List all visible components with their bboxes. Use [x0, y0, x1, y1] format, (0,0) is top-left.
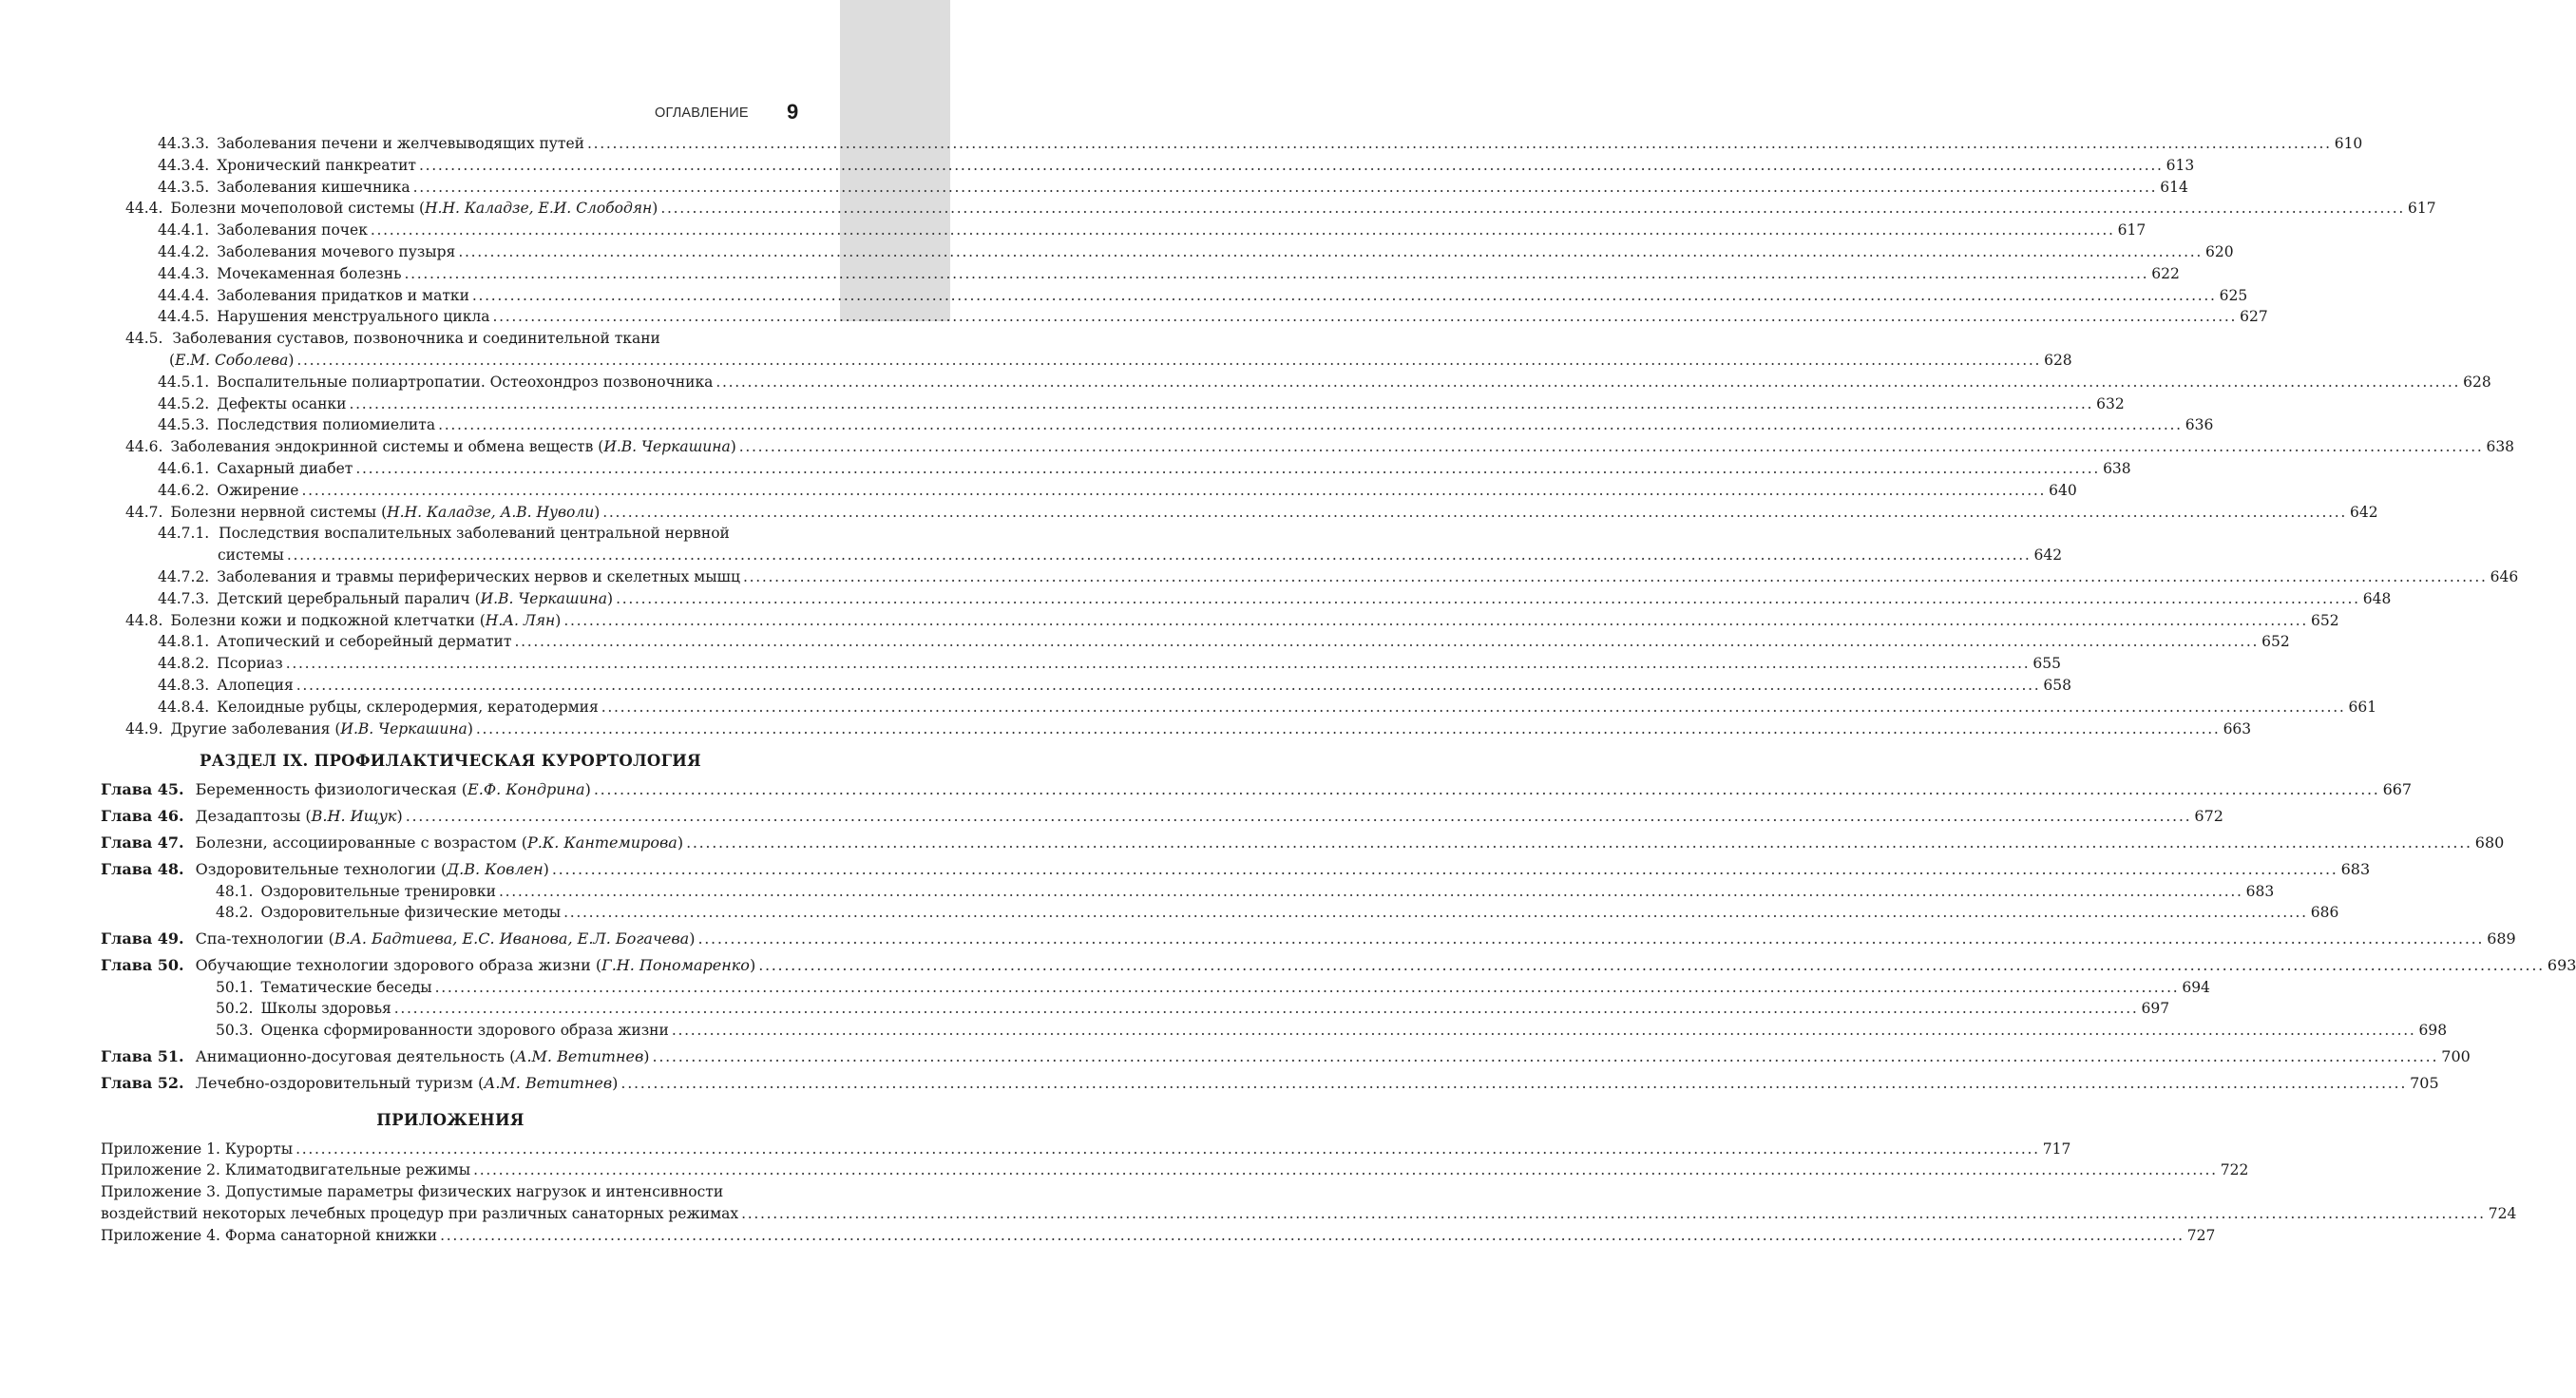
toc-entry-title: 44.4.5. Нарушения менструального цикла	[158, 306, 489, 328]
toc-entry-number: 44.5.2.	[158, 394, 210, 412]
toc-entry-44-7-1[interactable]: 44.7.1. Последствия воспалительных заболеваний центральной нервной	[158, 525, 730, 543]
toc-entry-44-5[interactable]: 44.5. Заболевания суставов, позвоночника и соединительной ткани	[125, 330, 660, 348]
toc-entry-author: И.В. Черкашина	[480, 589, 608, 607]
toc-entry[interactable]	[101, 1073, 2439, 1095]
toc-entry[interactable]	[101, 458, 2131, 480]
dot-leader	[287, 545, 2032, 566]
toc-entry-number: 44.3.5.	[158, 178, 210, 196]
dot-leader	[563, 610, 2308, 632]
toc-entry-number: Глава 49.	[101, 929, 184, 948]
toc-entry-number: 44.3.3.	[158, 135, 210, 152]
toc-entry[interactable]	[101, 133, 2363, 155]
toc-entry-author: Е.Ф. Кондрина	[467, 780, 585, 799]
toc-entry[interactable]	[101, 697, 2377, 718]
toc-entry-number: Глава 50.	[101, 955, 184, 974]
toc-entry[interactable]	[101, 1020, 2448, 1042]
toc-entry-page: 648	[2362, 589, 2392, 607]
toc-entry[interactable]	[101, 436, 2515, 458]
toc-entry-page: 705	[2410, 1073, 2439, 1092]
toc-entry-number: 50.2.	[216, 1000, 254, 1018]
dot-leader	[686, 833, 2472, 854]
toc-entry-title: 44.4. Болезни мочеполовой системы (Н.Н. Каладзе, Е.И. Слободян)	[125, 198, 658, 220]
toc-entry-page: 646	[2490, 567, 2519, 585]
toc-entry-page: 698	[2418, 1022, 2448, 1040]
dot-leader	[499, 881, 2243, 903]
toc-entry-page: 627	[2240, 308, 2268, 326]
toc-entry-title: Глава 47. Болезни, ассоциированные с возрастом (Р.К. Кантемирова)	[101, 833, 683, 854]
toc-entry-page: 636	[2185, 416, 2214, 434]
dot-leader	[472, 285, 2217, 307]
toc-entry-number: Глава 46.	[101, 807, 184, 826]
toc-entry-title: Глава 50. Обучающие технологии здорового образа жизни (Г.Н. Пономаренко)	[101, 955, 755, 977]
toc-entry[interactable]	[101, 263, 2180, 285]
toc-entry[interactable]	[101, 306, 2268, 328]
toc-entry-page: 663	[2223, 719, 2252, 737]
toc-entry-page: 694	[2182, 978, 2210, 996]
toc-entry[interactable]	[101, 285, 2248, 307]
toc-entry-number: 44.4.3.	[158, 264, 210, 282]
dot-leader	[672, 1020, 2416, 1042]
dot-leader	[286, 653, 2031, 675]
toc-entry-page: 610	[2334, 135, 2363, 152]
dot-leader	[349, 393, 2093, 415]
toc-entry-page: 661	[2348, 698, 2377, 716]
toc-entry-title: 44.4.3. Мочекаменная болезнь	[158, 263, 402, 285]
dot-leader	[419, 155, 2164, 177]
toc-entry-number: 44.6.1.	[158, 459, 210, 477]
toc-entry-page: 628	[2463, 373, 2491, 391]
toc-entry[interactable]	[101, 718, 2252, 740]
toc-entry-appendix-4[interactable]: Приложение 4. Форма санаторной книжки ..... 727	[101, 1225, 800, 1247]
toc-entry-title: 44.4.4. Заболевания придатков и матки	[158, 285, 469, 307]
toc-entry-number: 44.5.3.	[158, 416, 210, 434]
toc-entry[interactable]	[101, 955, 2576, 977]
toc-entry-title: Глава 51. Анимационно-досуговая деятельность (А.М. Ветитнев)	[101, 1046, 650, 1068]
toc-entry-page: 672	[2194, 807, 2223, 826]
dot-leader	[602, 502, 2347, 524]
toc-entry-number: 44.6.	[125, 438, 163, 456]
running-header: ОГЛАВЛЕНИЕ	[655, 105, 749, 121]
toc-entry-page: 667	[2382, 780, 2413, 799]
toc-entry-number: 44.4.1.	[158, 221, 210, 239]
toc-entry[interactable]	[101, 220, 2147, 241]
toc-entry-title: 48.1. Оздоровительные тренировки	[216, 881, 496, 903]
toc-entry-author: И.В. Черкашина	[340, 719, 467, 737]
toc-entry-page: 632	[2096, 394, 2125, 412]
toc-entry-title: Глава 52. Лечебно-оздоровительный туризм (А.М. Ветитнев)	[101, 1073, 618, 1095]
dot-leader	[660, 198, 2405, 220]
toc-entry[interactable]	[101, 372, 2491, 393]
toc-entry-page: 638	[2103, 459, 2131, 477]
toc-entry-title: 44.8. Болезни кожи и подкожной клетчатки (Н.А. Лян)	[125, 610, 561, 632]
toc-entry-number: 44.4.2.	[158, 242, 210, 260]
toc-entry[interactable]	[101, 977, 2210, 999]
toc-entry-number: 44.5.1.	[158, 373, 210, 391]
toc-entry[interactable]	[101, 610, 2339, 632]
dot-leader	[653, 1046, 2439, 1068]
toc-entry-title: 48.2. Оздоровительные физические методы	[216, 902, 561, 924]
dot-leader	[741, 1203, 2486, 1225]
toc-entry[interactable]	[101, 241, 2234, 263]
table-of-contents	[101, 133, 2576, 1247]
toc-entry[interactable]	[101, 881, 2275, 903]
toc-entry-page: 689	[2487, 929, 2516, 948]
toc-entry-title: 44.5.1. Воспалительные полиартропатии. Остеохондроз позвоночника	[158, 372, 713, 393]
dot-leader	[739, 436, 2484, 458]
toc-entry-author: А.М. Ветитнев	[515, 1047, 644, 1066]
dot-leader	[514, 631, 2259, 653]
dot-leader	[601, 697, 2346, 718]
toc-entry-page: 693	[2547, 955, 2576, 974]
toc-entry[interactable]	[101, 675, 2072, 697]
toc-entry-page: 638	[2486, 438, 2515, 456]
toc-entry-number: Глава 51.	[101, 1047, 184, 1066]
toc-entry-title: 50.2. Школы здоровья	[216, 998, 391, 1020]
toc-entry[interactable]	[101, 480, 2077, 502]
toc-entry[interactable]	[101, 588, 2392, 610]
page-number: 9	[787, 100, 799, 124]
toc-entry-title: 44.8.1. Атопический и себорейный дерматит	[158, 631, 511, 653]
toc-entry-page: 655	[2032, 655, 2061, 673]
toc-group-44-5-44-7	[101, 372, 2515, 524]
toc-entry-number: 44.4.	[125, 200, 163, 218]
toc-entry-page: 683	[2340, 859, 2371, 878]
toc-entry-title: 44.3.3. Заболевания печени и желчевыводящих путей	[158, 133, 584, 155]
toc-entry[interactable]	[101, 393, 2125, 415]
dot-leader	[716, 372, 2460, 393]
toc-entry-author: В.А. Бадтиева, Е.С. Иванова, Е.Л. Богачева	[334, 929, 690, 948]
toc-entry-title: 44.6.1. Сахарный диабет	[158, 458, 353, 480]
dot-leader	[587, 133, 2332, 155]
toc-entry[interactable]	[101, 566, 2519, 588]
toc-entry-title: 50.1. Тематические беседы	[216, 977, 432, 999]
toc-entry-page: 617	[2408, 200, 2436, 218]
toc-entry-title: 44.5.2. Дефекты осанки	[158, 393, 346, 415]
toc-entry-number: Глава 47.	[101, 833, 184, 852]
toc-entry-number: 44.9.	[125, 719, 163, 737]
toc-entry-page: 620	[2205, 242, 2234, 260]
dot-leader	[492, 306, 2237, 328]
toc-entry-title: 44.8.4. Келоидные рубцы, склеродермия, кератодермия	[158, 697, 599, 718]
toc-entry-title: 44.6. Заболевания эндокринной системы и обмена веществ (И.В. Черкашина)	[125, 436, 736, 458]
toc-entry[interactable]	[101, 779, 2413, 801]
toc-entry-appendix-1[interactable]: Приложение 1. Курорты ..... 717	[101, 1139, 800, 1160]
toc-entry-title: 44.3.4. Хронический панкреатит	[158, 155, 416, 177]
toc-entry-number: 44.8.2.	[158, 655, 210, 673]
toc-entry-number: 44.7.3.	[158, 589, 210, 607]
toc-entry-number: 44.3.4.	[158, 156, 210, 174]
toc-entry-number: 44.8.	[125, 611, 163, 629]
toc-entry-title: 44.4.1. Заболевания почек	[158, 220, 368, 241]
dot-leader	[413, 177, 2158, 199]
dot-leader	[406, 806, 2192, 828]
toc-entry[interactable]	[101, 806, 2223, 828]
toc-entry-page: 640	[2049, 481, 2077, 499]
dot-leader	[296, 1139, 2040, 1160]
toc-entry-44-5-cont[interactable]: (Е.М. Соболева) ..... 628	[101, 350, 800, 372]
toc-entry-page: 686	[2310, 904, 2339, 922]
toc-entry-title: Глава 46. Дезадаптозы (В.Н. Ищук)	[101, 806, 403, 828]
toc-entry-appendix-3-cont[interactable]: воздействий некоторых лечебных процедур при различных санаторных режимах ..... 724	[101, 1203, 800, 1225]
toc-entry-page: 613	[2166, 156, 2195, 174]
toc-entry[interactable]	[101, 859, 2371, 881]
toc-entry-number: 44.4.5.	[158, 308, 210, 326]
dot-leader	[563, 902, 2308, 924]
toc-entry-page: 614	[2160, 178, 2188, 196]
toc-entry-page: 652	[2311, 611, 2339, 629]
toc-entry-number: 50.3.	[216, 1022, 254, 1040]
toc-entry-title: Глава 49. Спа-технологии (В.А. Бадтиева, Е.С. Иванова, Е.Л. Богачева)	[101, 929, 695, 950]
toc-entry-title: 44.5.3. Последствия полиомиелита	[158, 414, 435, 436]
dot-leader	[355, 458, 2100, 480]
toc-entry[interactable]	[101, 902, 2339, 924]
toc-entry-page: 700	[2441, 1047, 2471, 1066]
toc-entry-title: 44.7.2. Заболевания и травмы периферических нервов и скелетных мышц	[158, 566, 740, 588]
toc-entry-author: Н.Н. Каладзе, Е.И. Слободян	[425, 200, 653, 218]
toc-entry-title: 50.3. Оценка сформированности здорового образа жизни	[216, 1020, 669, 1042]
dot-leader	[405, 263, 2149, 285]
toc-entry-author: Н.А. Лян	[485, 611, 556, 629]
toc-entry-number: 44.4.4.	[158, 286, 210, 304]
dot-leader	[371, 220, 2115, 241]
toc-entry-title: 44.3.5. Заболевания кишечника	[158, 177, 410, 199]
toc-group-44-7-44-9	[101, 566, 2519, 739]
toc-entry-author: А.М. Ветитнев	[484, 1073, 613, 1092]
toc-entry-number: 44.7.	[125, 503, 163, 521]
toc-entry-title: Глава 48. Оздоровительные технологии (Д.В. Ковлен)	[101, 859, 549, 881]
toc-entry-page: 658	[2043, 676, 2072, 694]
toc-entry-title: Глава 45. Беременность физиологическая (Е.Ф. Кондрина)	[101, 779, 591, 801]
toc-entry[interactable]	[101, 998, 2170, 1020]
toc-entry-number: 50.1.	[216, 978, 254, 996]
toc-entry-appendix-2[interactable]: Приложение 2. Климатодвигательные режимы ..... 722	[101, 1159, 800, 1181]
dot-leader	[473, 1159, 2218, 1181]
dot-leader	[435, 977, 2180, 999]
toc-entry[interactable]	[101, 653, 2061, 675]
dot-leader	[301, 480, 2046, 502]
toc-entry-number: 48.1.	[216, 882, 254, 900]
toc-entry[interactable]	[101, 414, 2214, 436]
toc-entry-page: 642	[2349, 503, 2378, 521]
toc-entry-title: 44.7.3. Детский церебральный паралич (И.В. Черкашина)	[158, 588, 613, 610]
toc-entry-number: 44.8.4.	[158, 698, 210, 716]
dot-leader	[476, 718, 2221, 740]
toc-entry[interactable]	[101, 1046, 2471, 1068]
toc-entry[interactable]	[101, 833, 2505, 854]
toc-entry-author: Д.В. Ковлен	[447, 859, 544, 878]
dot-leader	[458, 241, 2203, 263]
toc-entry-page: 622	[2151, 264, 2180, 282]
dot-leader	[296, 350, 2041, 372]
dot-leader	[697, 929, 2484, 950]
section-9-heading: РАЗДЕЛ IX. ПРОФИЛАКТИЧЕСКАЯ КУРОРТОЛОГИЯ	[199, 752, 702, 771]
toc-entry-number: 44.8.1.	[158, 633, 210, 651]
toc-entry-number: 48.2.	[216, 904, 254, 922]
toc-entry-title: 44.4.2. Заболевания мочевого пузыря	[158, 241, 455, 263]
dot-leader	[758, 955, 2545, 977]
toc-entry-title: 44.9. Другие заболевания (И.В. Черкашина)	[125, 718, 473, 740]
dot-leader	[438, 414, 2183, 436]
toc-entry-author: И.В. Черкашина	[603, 438, 731, 456]
toc-entry-number: Глава 45.	[101, 780, 184, 799]
toc-group-chapters-45-52	[101, 779, 2576, 1094]
toc-entry-title: 44.8.2. Псориаз	[158, 653, 283, 675]
toc-entry-number: 44.7.2.	[158, 567, 210, 585]
toc-group-44-3-44-4	[101, 133, 2436, 328]
toc-entry-author: Р.К. Кантемирова	[527, 833, 677, 852]
dot-leader	[616, 588, 2360, 610]
toc-entry-page: 683	[2245, 882, 2275, 900]
appendix-heading: ПРИЛОЖЕНИЯ	[376, 1110, 525, 1129]
dot-leader	[394, 998, 2139, 1020]
toc-entry-number: 44.8.3.	[158, 676, 210, 694]
toc-entry-44-7-1-cont[interactable]: системы ..... 642	[101, 545, 800, 566]
toc-entry-author: Н.Н. Каладзе, А.В. Нуволи	[387, 503, 595, 521]
toc-entry-author: Г.Н. Пономаренко	[601, 955, 750, 974]
toc-entry-number: Глава 48.	[101, 859, 184, 878]
toc-entry-page: 697	[2141, 1000, 2170, 1018]
dot-leader	[552, 859, 2338, 881]
dot-leader	[620, 1073, 2407, 1095]
toc-entry-page: 680	[2474, 833, 2505, 852]
toc-entry-title: 44.8.3. Алопеция	[158, 675, 294, 697]
toc-entry[interactable]	[101, 929, 2516, 950]
dot-leader	[743, 566, 2488, 588]
toc-entry[interactable]	[101, 177, 2188, 199]
toc-entry-page: 617	[2117, 221, 2147, 239]
dot-leader	[594, 779, 2380, 801]
toc-entry-page: 625	[2219, 286, 2248, 304]
toc-entry[interactable]	[101, 502, 2378, 524]
toc-entry-title: 44.7. Болезни нервной системы (Н.Н. Каладзе, А.В. Нуволи)	[125, 502, 600, 524]
toc-entry-number: Глава 52.	[101, 1073, 184, 1092]
toc-entry[interactable]	[101, 631, 2290, 653]
toc-entry-appendix-3[interactable]: Приложение 3. Допустимые параметры физических нагрузок и интенсивности	[101, 1183, 724, 1201]
dot-leader	[440, 1225, 2185, 1247]
toc-entry-number: 44.6.2.	[158, 481, 210, 499]
dot-leader	[296, 675, 2041, 697]
toc-entry[interactable]	[101, 198, 2436, 220]
toc-entry-title: 44.6.2. Ожирение	[158, 480, 298, 502]
toc-entry[interactable]	[101, 155, 2195, 177]
toc-entry-author: В.Н. Ищук	[311, 807, 397, 826]
toc-entry-page: 652	[2261, 633, 2290, 651]
